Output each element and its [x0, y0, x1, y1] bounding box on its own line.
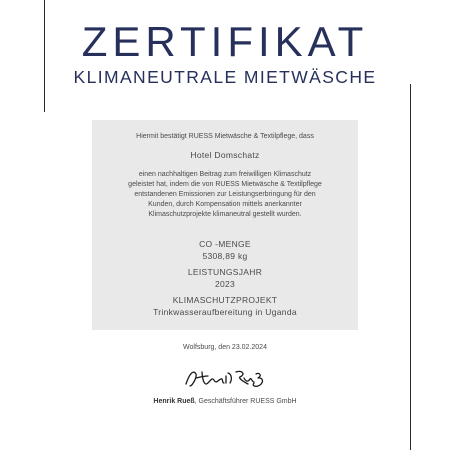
year-label: LEISTUNGSJAHR — [187, 267, 263, 277]
recipient-name: Hotel Domschatz — [190, 150, 260, 160]
signer-name: Henrik Rueß — [153, 398, 195, 405]
co2-label: CO -MENGE — [199, 239, 251, 249]
place-and-date: Wolfsburg, den 23.02.2024 — [183, 344, 267, 351]
handwritten-signature — [180, 364, 270, 392]
project-label: KLIMASCHUTZPROJEKT — [172, 295, 278, 305]
statement-line: Klimaschutzprojekte klimaneutral gestellt wurden. — [148, 211, 302, 218]
certificate-content-box — [92, 120, 358, 330]
signer-line — [0, 398, 450, 405]
year-value: 2023 — [214, 279, 236, 289]
statement-line: einen nachhaltigen Beitrag zum freiwilligen Klimaschutz — [138, 171, 312, 178]
statement-line: geleistet hat, indem die von RUESS Mietwäsche & Textilpflege — [128, 181, 322, 188]
certificate-subtitle: KLIMANEUTRALE MIETWÄSCHE — [73, 67, 377, 87]
co2-value: 5308,89 kg — [202, 251, 248, 261]
frame-line-right — [410, 84, 411, 450]
certificate-title: ZERTIFIKAT — [81, 18, 369, 65]
statement-line: Kunden, durch Kompensation mittels anerkannter — [148, 201, 302, 208]
statement-line: entstandenen Emissionen zur Leistungserbringung für den — [134, 191, 316, 198]
signer-role: , Geschäftsführer RUESS GmbH — [194, 398, 297, 405]
project-value: Trinkwasseraufbereitung in Uganda — [153, 307, 297, 317]
intro-text: Hiermit bestätigt RUESS Mietwäsche & Textilpflege, dass — [136, 133, 314, 140]
